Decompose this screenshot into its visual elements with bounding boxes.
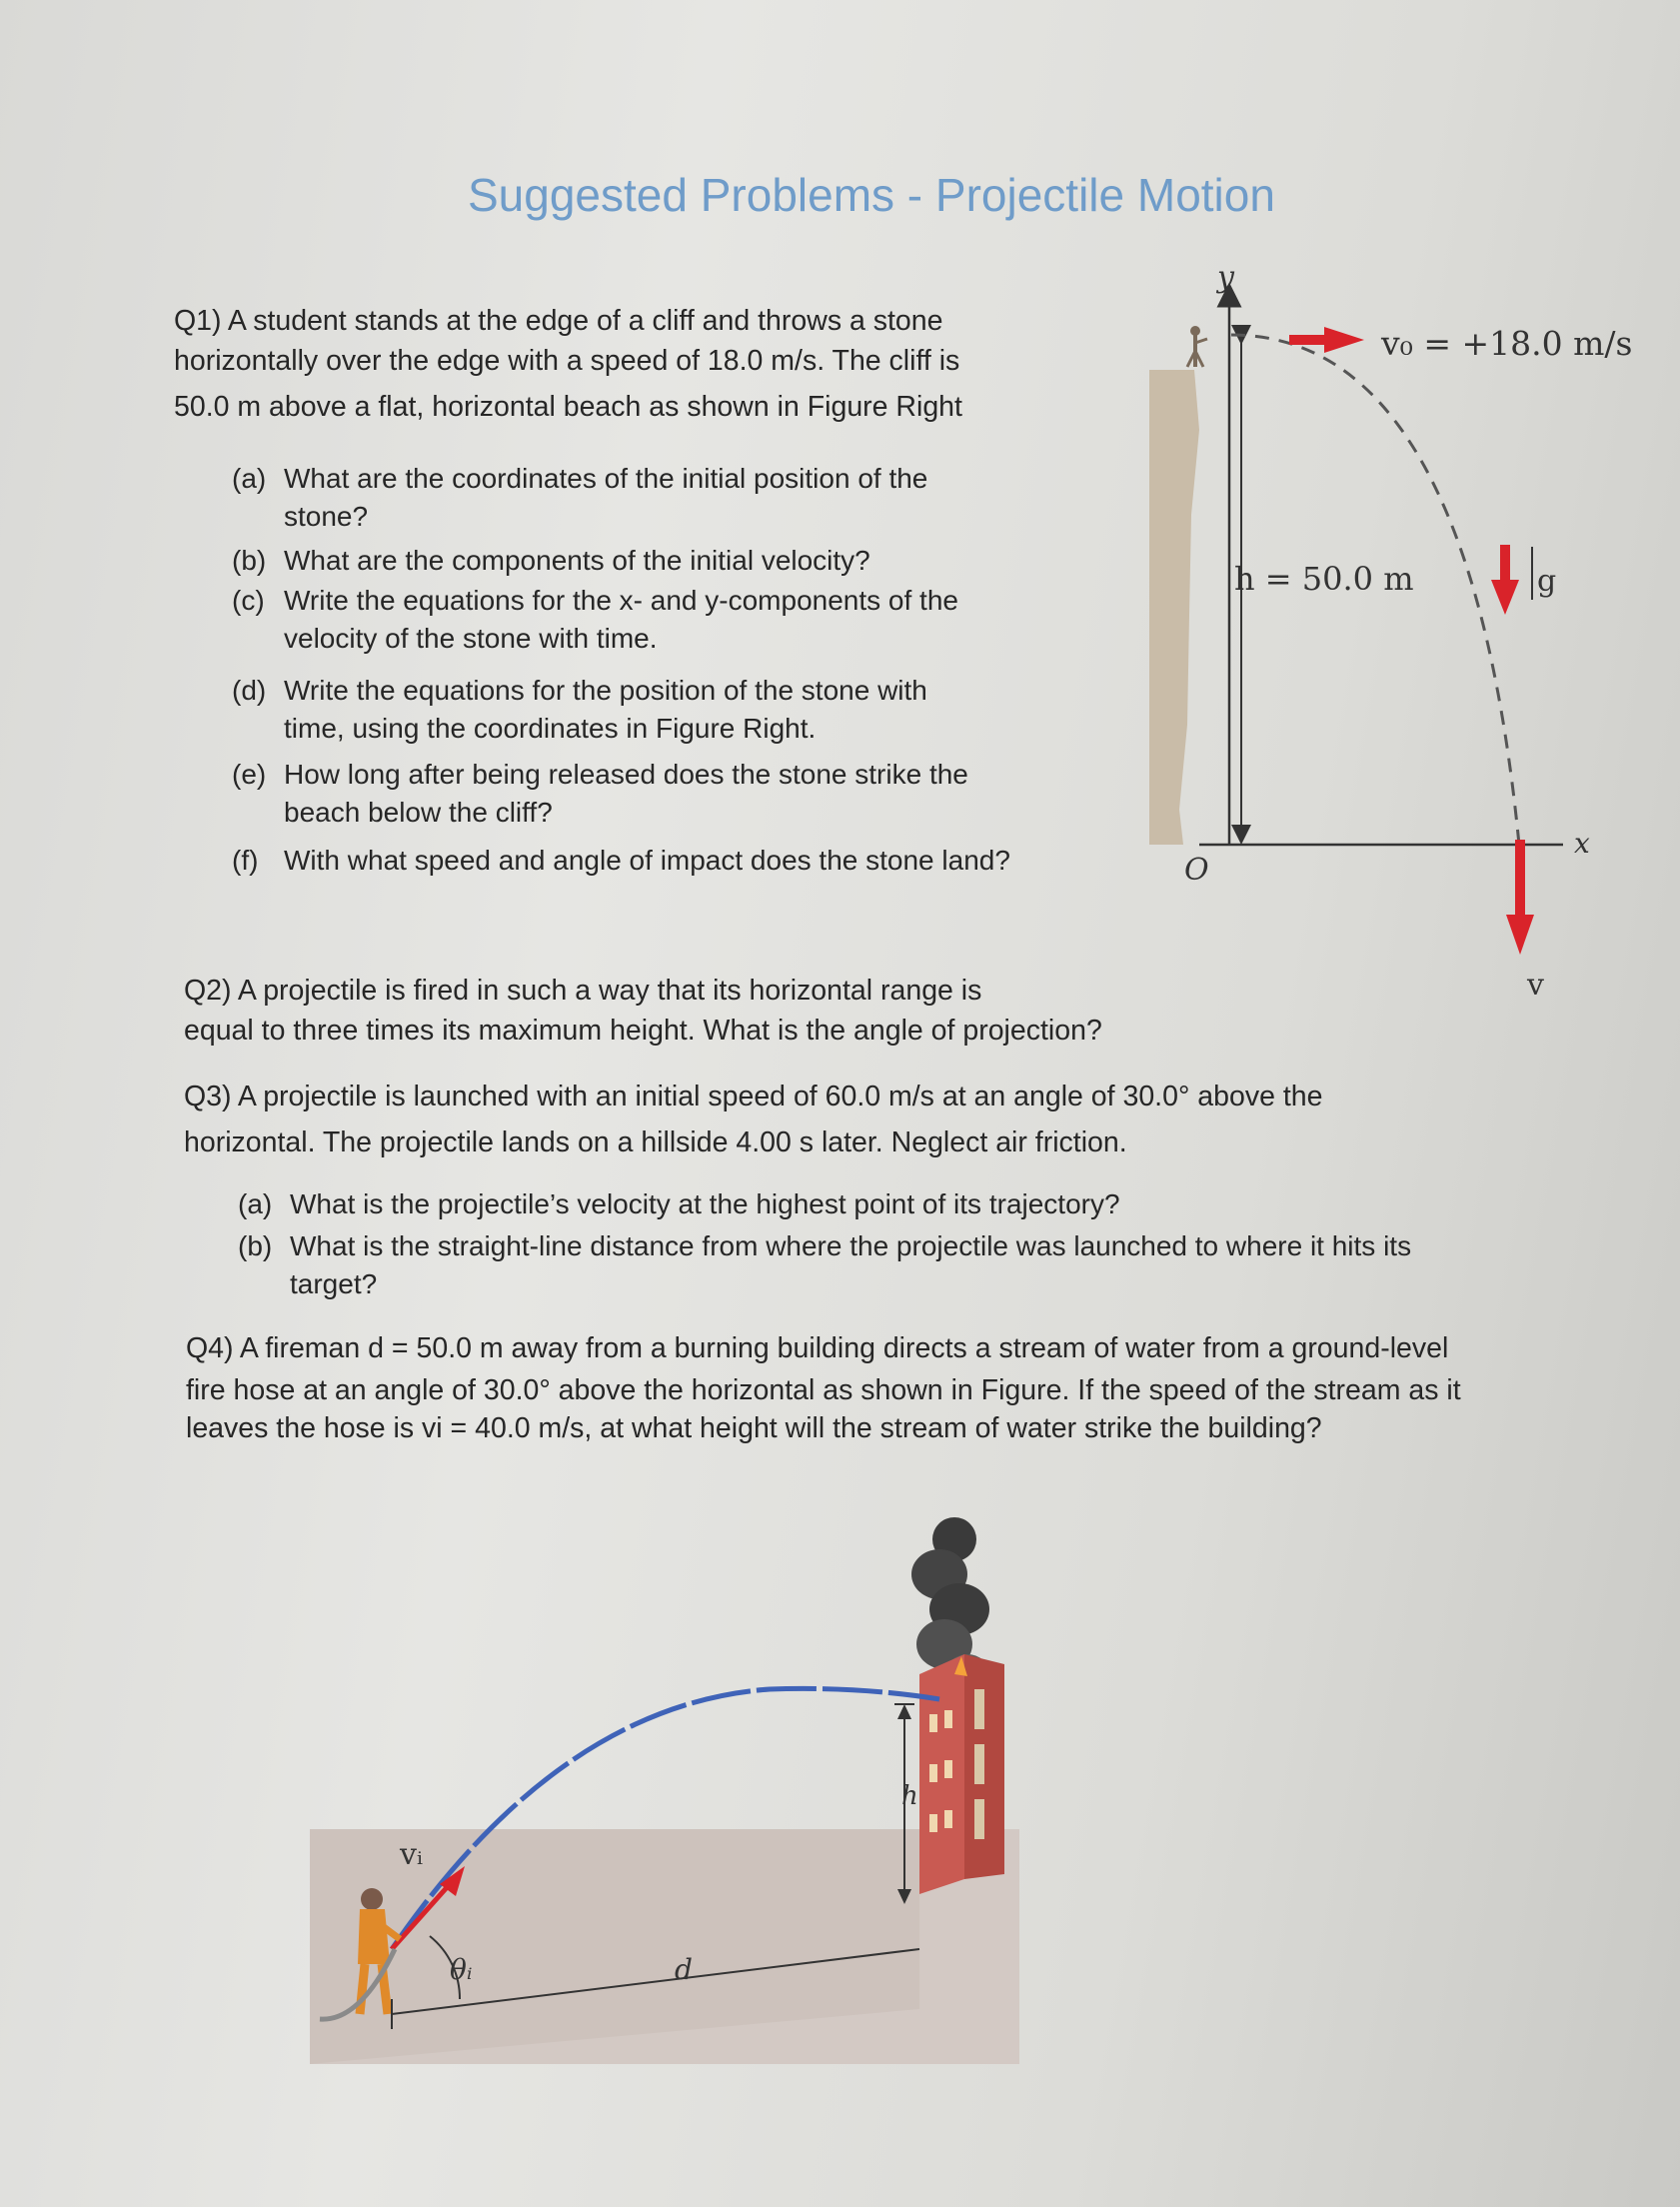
q3-line: horizontal. The projectile lands on a hillside 4.00 s later. Neglect air friction. [184, 1126, 1127, 1158]
q4-line: Q4) A fireman d = 50.0 m away from a burning building directs a stream of water from a ground-level [186, 1332, 1449, 1364]
part-text: target? [290, 1268, 378, 1299]
initial-velocity-label: v₀ = +18.0 m/s [1381, 324, 1633, 363]
height-label: h [901, 1781, 918, 1811]
student-icon [1187, 326, 1207, 367]
q3-line: Q3) A projectile is launched with an initial speed of 60.0 m/s at an angle of 30.0° above the [184, 1081, 1323, 1112]
part-text: What is the straight-line distance from where the projectile was launched to where it hits its [290, 1230, 1412, 1261]
q4-line: fire hose at an angle of 30.0° above the horizontal as shown in Figure. If the speed of the stream as it [186, 1374, 1461, 1406]
final-velocity-label: v [1527, 968, 1544, 1003]
part-text: Write the equations for the x- and y-components of the [284, 585, 958, 616]
burning-building [919, 1654, 1004, 1894]
initial-velocity-arrow [1289, 327, 1364, 353]
q4-line: leaves the hose is vi = 40.0 m/s, at what height will the stream of water strike the building? [186, 1412, 1322, 1444]
part-text: time, using the coordinates in Figure Right. [284, 713, 817, 744]
part-text: velocity of the stone with time. [284, 623, 658, 654]
part-text: What are the components of the initial velocity? [284, 545, 870, 576]
part-label: (c) [232, 585, 265, 616]
part-text: Write the equations for the position of the stone with [284, 675, 927, 706]
y-axis-label: y [1217, 260, 1234, 295]
cliff-projectile-figure [1139, 255, 1669, 1015]
origin-label: O [1184, 853, 1209, 888]
q1-line: Q1) A student stands at the edge of a cliff and throws a stone [174, 305, 943, 337]
q1-line: 50.0 m above a flat, horizontal beach as shown in Figure Right [174, 391, 962, 423]
part-label: (b) [238, 1230, 273, 1261]
part-text: stone? [284, 501, 369, 532]
q1-line: horizontally over the edge with a speed of 18.0 m/s. The cliff is [174, 345, 960, 377]
initial-velocity-label: vᵢ [400, 1837, 423, 1872]
q2-line: Q2) A projectile is fired in such a way that its horizontal range is [184, 975, 982, 1007]
q2-line: equal to three times its maximum height. What is the angle of projection? [184, 1015, 1102, 1047]
part-label: (a) [232, 463, 267, 494]
part-text: What are the coordinates of the initial position of the [284, 463, 928, 494]
part-label: (e) [232, 759, 267, 790]
part-text: What is the projectile’s velocity at the highest point of its trajectory? [290, 1188, 1120, 1219]
final-velocity-arrow [1506, 840, 1534, 955]
part-label: (a) [238, 1188, 273, 1219]
gravity-arrow [1491, 545, 1532, 615]
part-text: With what speed and angle of impact does the stone land? [284, 845, 1010, 876]
part-label: (f) [232, 845, 259, 876]
part-label: (d) [232, 675, 267, 706]
part-text: How long after being released does the stone strike the [284, 759, 968, 790]
height-label: h = 50.0 m [1234, 560, 1414, 598]
part-text: beach below the cliff? [284, 797, 553, 828]
distance-label: d [675, 1953, 693, 1986]
angle-label: θᵢ [450, 1953, 473, 1986]
cliff-shape [1149, 370, 1199, 845]
page-title: Suggested Problems - Projectile Motion [468, 169, 1275, 221]
x-axis-label: x [1574, 827, 1590, 860]
part-label: (b) [232, 545, 267, 576]
gravity-label: g [1537, 564, 1557, 599]
fireman-figure [300, 1504, 1019, 2064]
